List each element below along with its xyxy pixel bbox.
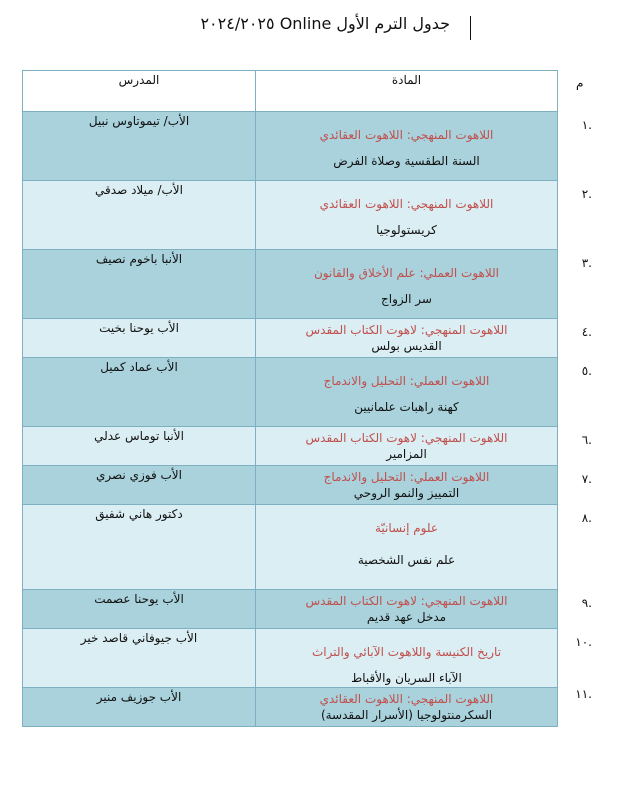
header-subject: المادة — [256, 71, 558, 112]
track-label: اللاهوت المنهجي: لاهوت الكتاب المقدس — [305, 431, 508, 445]
course-name: سر الزواج — [381, 292, 432, 306]
schedule-table — [22, 70, 558, 727]
course-name: السنة الطقسية وصلاة الفرض — [333, 154, 480, 168]
table-row — [23, 427, 558, 466]
subject-cell — [256, 250, 558, 319]
teacher-cell: الأنبا توماس عدلي — [23, 427, 256, 466]
table-row — [23, 250, 558, 319]
track-label: علوم إنسانيّة — [374, 521, 438, 535]
subject-cell — [256, 112, 558, 181]
row-number: .٤ — [581, 325, 592, 339]
track-label: اللاهوت المنهجي: اللاهوت العقائدي — [319, 128, 494, 142]
document-title: جدول الترم الأول Online ٢٠٢٤/٢٠٢٥ — [200, 14, 450, 33]
track-label: تاريخ الكنيسة واللاهوت الآبائي والتراث — [311, 645, 502, 659]
table-row — [23, 629, 558, 688]
track-label: اللاهوت المنهجي: اللاهوت العقائدي — [319, 692, 494, 706]
course-name: القديس بولس — [371, 339, 442, 353]
track-label: اللاهوت العملي: التحليل والاندماج — [323, 374, 490, 388]
header-num: م — [576, 76, 584, 90]
teacher-cell: الأب جيوفاني قاصد خير — [23, 629, 256, 688]
row-number: .٧ — [581, 472, 592, 486]
subject-cell — [256, 427, 558, 466]
table-row — [23, 181, 558, 250]
table-row — [23, 466, 558, 505]
teacher-cell: الأب/ ميلاد صدقي — [23, 181, 256, 250]
row-number: .٣ — [581, 256, 592, 270]
subject-cell — [256, 590, 558, 629]
subject-cell — [256, 466, 558, 505]
row-number: .٦ — [581, 433, 592, 447]
subject-cell — [256, 181, 558, 250]
row-number: .١ — [581, 118, 592, 132]
text-cursor — [470, 16, 471, 40]
table-row — [23, 112, 558, 181]
course-name: كريستولوجيا — [376, 223, 437, 237]
row-number: .٨ — [581, 511, 592, 525]
teacher-cell: الأب يوحنا عصمت — [23, 590, 256, 629]
course-name: مدخل عهد قديم — [366, 610, 447, 624]
row-number: .١٠ — [575, 635, 592, 649]
track-label: اللاهوت العملي: علم الأخلاق والقانون — [313, 266, 499, 280]
subject-cell — [256, 629, 558, 688]
course-name: كهنة راهبات علمانيين — [354, 400, 459, 414]
table-row — [23, 358, 558, 427]
subject-cell — [256, 505, 558, 590]
table-row — [23, 688, 558, 727]
track-label: اللاهوت المنهجي: لاهوت الكتاب المقدس — [305, 594, 508, 608]
teacher-cell: الأب جوزيف منير — [23, 688, 256, 727]
table-row — [23, 319, 558, 358]
teacher-cell: الأنبا باخوم نصيف — [23, 250, 256, 319]
row-number: .١١ — [575, 687, 592, 701]
course-name: المزامير — [386, 447, 427, 461]
subject-cell — [256, 688, 558, 727]
table-row — [23, 505, 558, 590]
teacher-cell: الأب يوحنا بخيت — [23, 319, 256, 358]
table-row — [23, 590, 558, 629]
teacher-cell: الأب فوزي نصري — [23, 466, 256, 505]
subject-cell — [256, 358, 558, 427]
subject-cell — [256, 319, 558, 358]
track-label: اللاهوت المنهجي: لاهوت الكتاب المقدس — [305, 323, 508, 337]
row-number: .٢ — [581, 187, 592, 201]
teacher-cell: الأب عماد كميل — [23, 358, 256, 427]
row-number: .٩ — [581, 596, 592, 610]
course-name: علم نفس الشخصية — [357, 553, 456, 567]
row-number: .٥ — [581, 364, 592, 378]
course-name: الآباء السريان والأقباط — [351, 671, 462, 685]
course-name: التمييز والنمو الروحي — [353, 486, 460, 500]
teacher-cell: الأب/ تيموتاوس نبيل — [23, 112, 256, 181]
header-teacher: المدرس — [23, 71, 256, 112]
course-name: السكرمنتولوجيا (الأسرار المقدسة) — [320, 708, 493, 722]
track-label: اللاهوت المنهجي: اللاهوت العقائدي — [319, 197, 494, 211]
track-label: اللاهوت العملي: التحليل والاندماج — [323, 470, 490, 484]
teacher-cell: دكتور هاني شفيق — [23, 505, 256, 590]
